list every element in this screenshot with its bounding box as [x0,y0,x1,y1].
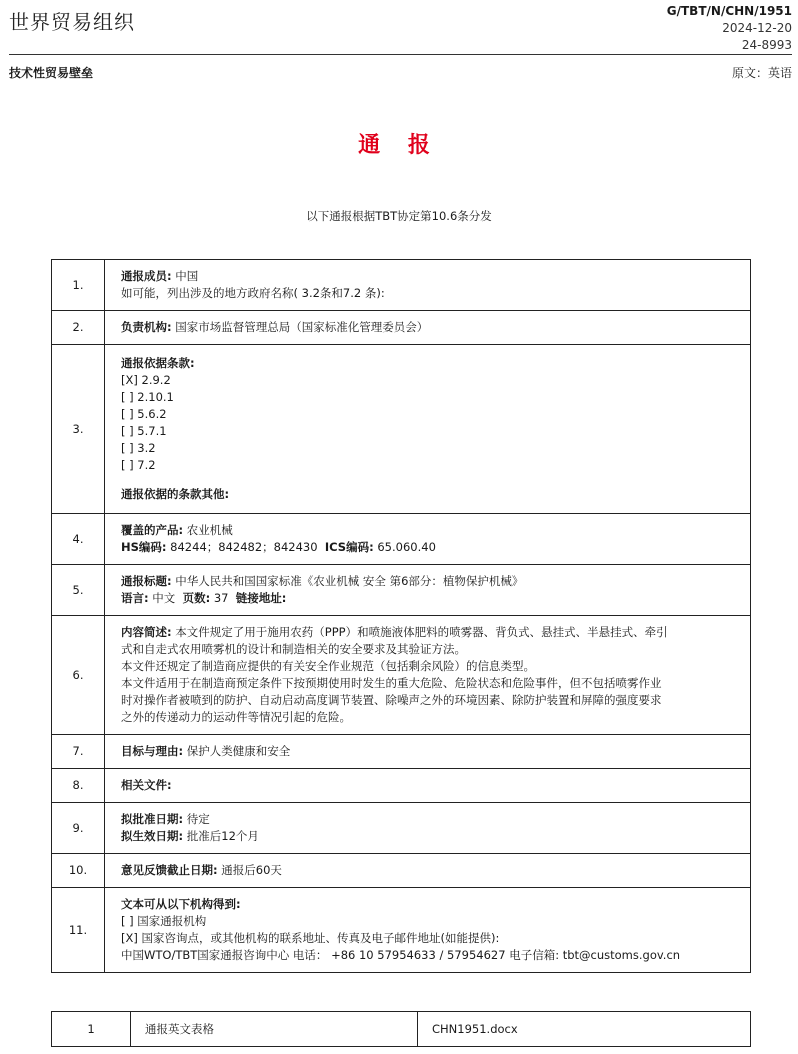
field-value: 农业机械 [183,523,233,537]
checkbox-item: [ ] 5.7.1 [121,424,167,438]
field-label: 内容简述: [121,625,172,639]
header-divider [9,54,792,55]
field-label: 相关文件: [121,778,172,792]
row-content [105,854,751,888]
row-number: 10. [52,854,105,888]
checkbox-item: [ ] 5.6.2 [121,407,167,421]
row-number: 4. [52,514,105,565]
row-number: 5. [52,565,105,616]
row-content [105,803,751,854]
field-value: 待定 [183,812,210,826]
page-title: 通 报 [358,133,440,158]
field-value: 本文件规定了用于施用农药（PPP）和喷施液体肥料的喷雾器、背负式、悬挂式、半悬挂式、牵引 [171,625,668,639]
row-number: 9. [52,803,105,854]
field-label: 通报标题: [121,574,172,588]
field-value: 式和自走式农用喷雾机的设计和制造相关的安全要求及其验证方法。 [121,642,466,656]
attachment-name: 通报英文表格 [131,1012,418,1047]
document-symbol: G/TBT/N/CHN/1951 [666,4,792,18]
field-value: [ ] 国家通报机构 [121,914,207,928]
field-value: 时对操作者被喷到的防护、自动启动高度调节装置、除噪声之外的环境因素、除防护装置和屏障的强度要求 [121,693,662,707]
field-label: HS编码: [121,540,167,554]
field-label: 拟批准日期: [121,812,184,826]
field-value: 中华人民共和国国家标准《农业机械 安全 第6部分：植物保护机械》 [171,574,524,588]
field-value: [X] 国家咨询点，或其他机构的联系地址、传真及电子邮件地址(如能提供): [121,931,500,945]
attachment-number: 1 [52,1012,131,1047]
field-value: 国家市场监督管理总局（国家标准化管理委员会） [171,320,429,334]
field-value: 如可能，列出涉及的地方政府名称( 3.2条和7.2 条): [121,286,385,300]
field-label: 负责机构: [121,320,172,334]
row-number: 2. [52,311,105,345]
table-row [52,311,751,345]
row-number: 8. [52,769,105,803]
field-value: 本文件还规定了制造商应提供的有关安全作业规范（包括剩余风险）的信息类型。 [121,659,535,673]
field-value: 65.060.40 [373,540,436,554]
table-row [52,514,751,565]
field-label: 通报成员: [121,269,172,283]
document-number: 24-8993 [741,38,792,52]
table-row [52,854,751,888]
field-label: 页数: [182,591,211,605]
field-value: 本文件适用于在制造商预定条件下按预期使用时发生的重大危险、危险状态和危险事件，但不包括喷雾作业 [121,676,662,690]
checkbox-item: [ ] 7.2 [121,458,156,472]
field-label: 拟生效日期: [121,829,184,843]
field-label: 覆盖的产品: [121,523,184,537]
field-label: 链接地址: [235,591,287,605]
table-row [52,1012,751,1047]
row-number: 7. [52,735,105,769]
field-label: 意见反馈截止日期: [121,863,218,877]
page-subtitle: 以下通报根据TBT协定第10.6条分发 [306,209,492,223]
field-value: 84244；842482；842430 [166,540,318,554]
field-value: 通报后60天 [217,863,282,877]
table-row [52,803,751,854]
field-value: 批准后12个月 [183,829,259,843]
attachment-table [51,1011,751,1047]
field-value: 37 [210,591,229,605]
row-content [105,311,751,345]
org-name: 世界贸易组织 [9,10,135,34]
table-row [52,260,751,311]
attachment-file[interactable]: CHN1951.docx [418,1012,751,1047]
table-row [52,345,751,514]
table-row [52,769,751,803]
checkbox-item: [X] 2.9.2 [121,373,171,387]
document-date: 2024-12-20 [722,21,792,35]
row-content [105,735,751,769]
table-row [52,565,751,616]
original-language: 原文：英语 [731,66,792,80]
field-label: 目标与理由: [121,744,184,758]
row-number: 11. [52,888,105,973]
field-label: 语言: [121,591,149,605]
row-number: 6. [52,616,105,735]
row-content [105,565,751,616]
field-value: 中国WTO/TBT国家通报咨询中心 电话： +86 10 57954633 / 57954627 电子信箱: tbt@customs.gov.cn [121,948,681,962]
row-content [105,769,751,803]
field-value: 保护人类健康和安全 [183,744,291,758]
field-label: 文本可从以下机构得到: [121,897,241,911]
table-row [52,888,751,973]
notification-table [51,259,751,973]
checkbox-item: [ ] 3.2 [121,441,156,455]
field-label: 通报依据的条款其他: [121,487,230,501]
committee-name: 技术性贸易壁垒 [9,66,94,80]
checkbox-item: [ ] 2.10.1 [121,390,174,404]
table-row [52,735,751,769]
row-content [105,616,751,735]
field-value: 之外的传递动力的运动件等情况引起的危险。 [121,710,351,724]
row-number: 3. [52,345,105,514]
field-value: 中文 [148,591,176,605]
table-row [52,616,751,735]
row-content [105,888,751,973]
field-value: 中国 [171,269,199,283]
row-content [105,260,751,311]
field-label: ICS编码: [324,540,374,554]
row-content [105,345,751,514]
row-content [105,514,751,565]
row-number: 1. [52,260,105,311]
field-label: 通报依据条款: [121,356,195,370]
